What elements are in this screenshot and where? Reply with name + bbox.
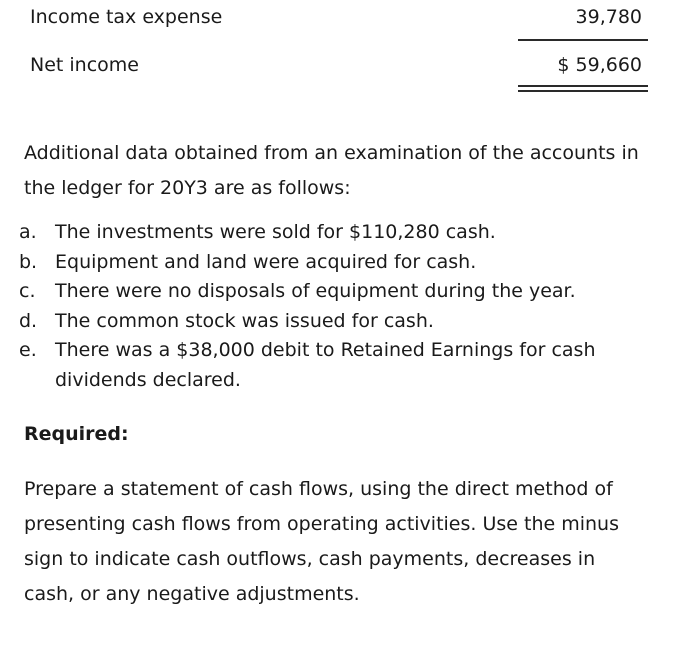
total-double-rule-bottom [518, 90, 648, 92]
list-item [0, 277, 700, 307]
item-letter: b. [19, 250, 38, 273]
item-text: There were no disposals of equipment during the year. [55, 280, 576, 302]
item-letter: e. [19, 339, 37, 361]
item-text: The investments were sold for $110,280 cash. [55, 221, 496, 243]
item-text: There was a $38,000 debit to Retained Earnings for cash dividends declared. [55, 339, 596, 391]
item-letter: c. [19, 280, 36, 302]
additional-data-list [0, 218, 700, 395]
net-income-label: Net income [30, 54, 139, 76]
list-item [0, 218, 700, 248]
total-double-rule-top [518, 85, 648, 87]
item-text: The common stock was issued for cash. [55, 309, 434, 332]
instructions-paragraph: Prepare a statement of cash flows, using the direct method of presenting cash flows from operating activities. Use the minus sign to indicate cash outflows, cash payments, decreases in cash, or any negative adjustments. [24, 478, 620, 605]
list-item [0, 248, 700, 278]
net-income-amount: $ 59,660 [557, 54, 642, 76]
intro-paragraph: Additional data obtained from an examination of the accounts in the ledger for 20Y3 are as follows: [24, 142, 639, 199]
required-heading: Required: [24, 423, 129, 445]
income-tax-amount: 39,780 [575, 6, 642, 28]
item-text: Equipment and land were acquired for cash. [55, 250, 477, 273]
list-item [0, 307, 700, 337]
list-item [0, 336, 700, 395]
income-tax-label: Income tax expense [30, 6, 223, 28]
item-letter: d. [19, 309, 38, 332]
subtotal-rule [518, 39, 648, 41]
item-letter: a. [19, 221, 37, 243]
